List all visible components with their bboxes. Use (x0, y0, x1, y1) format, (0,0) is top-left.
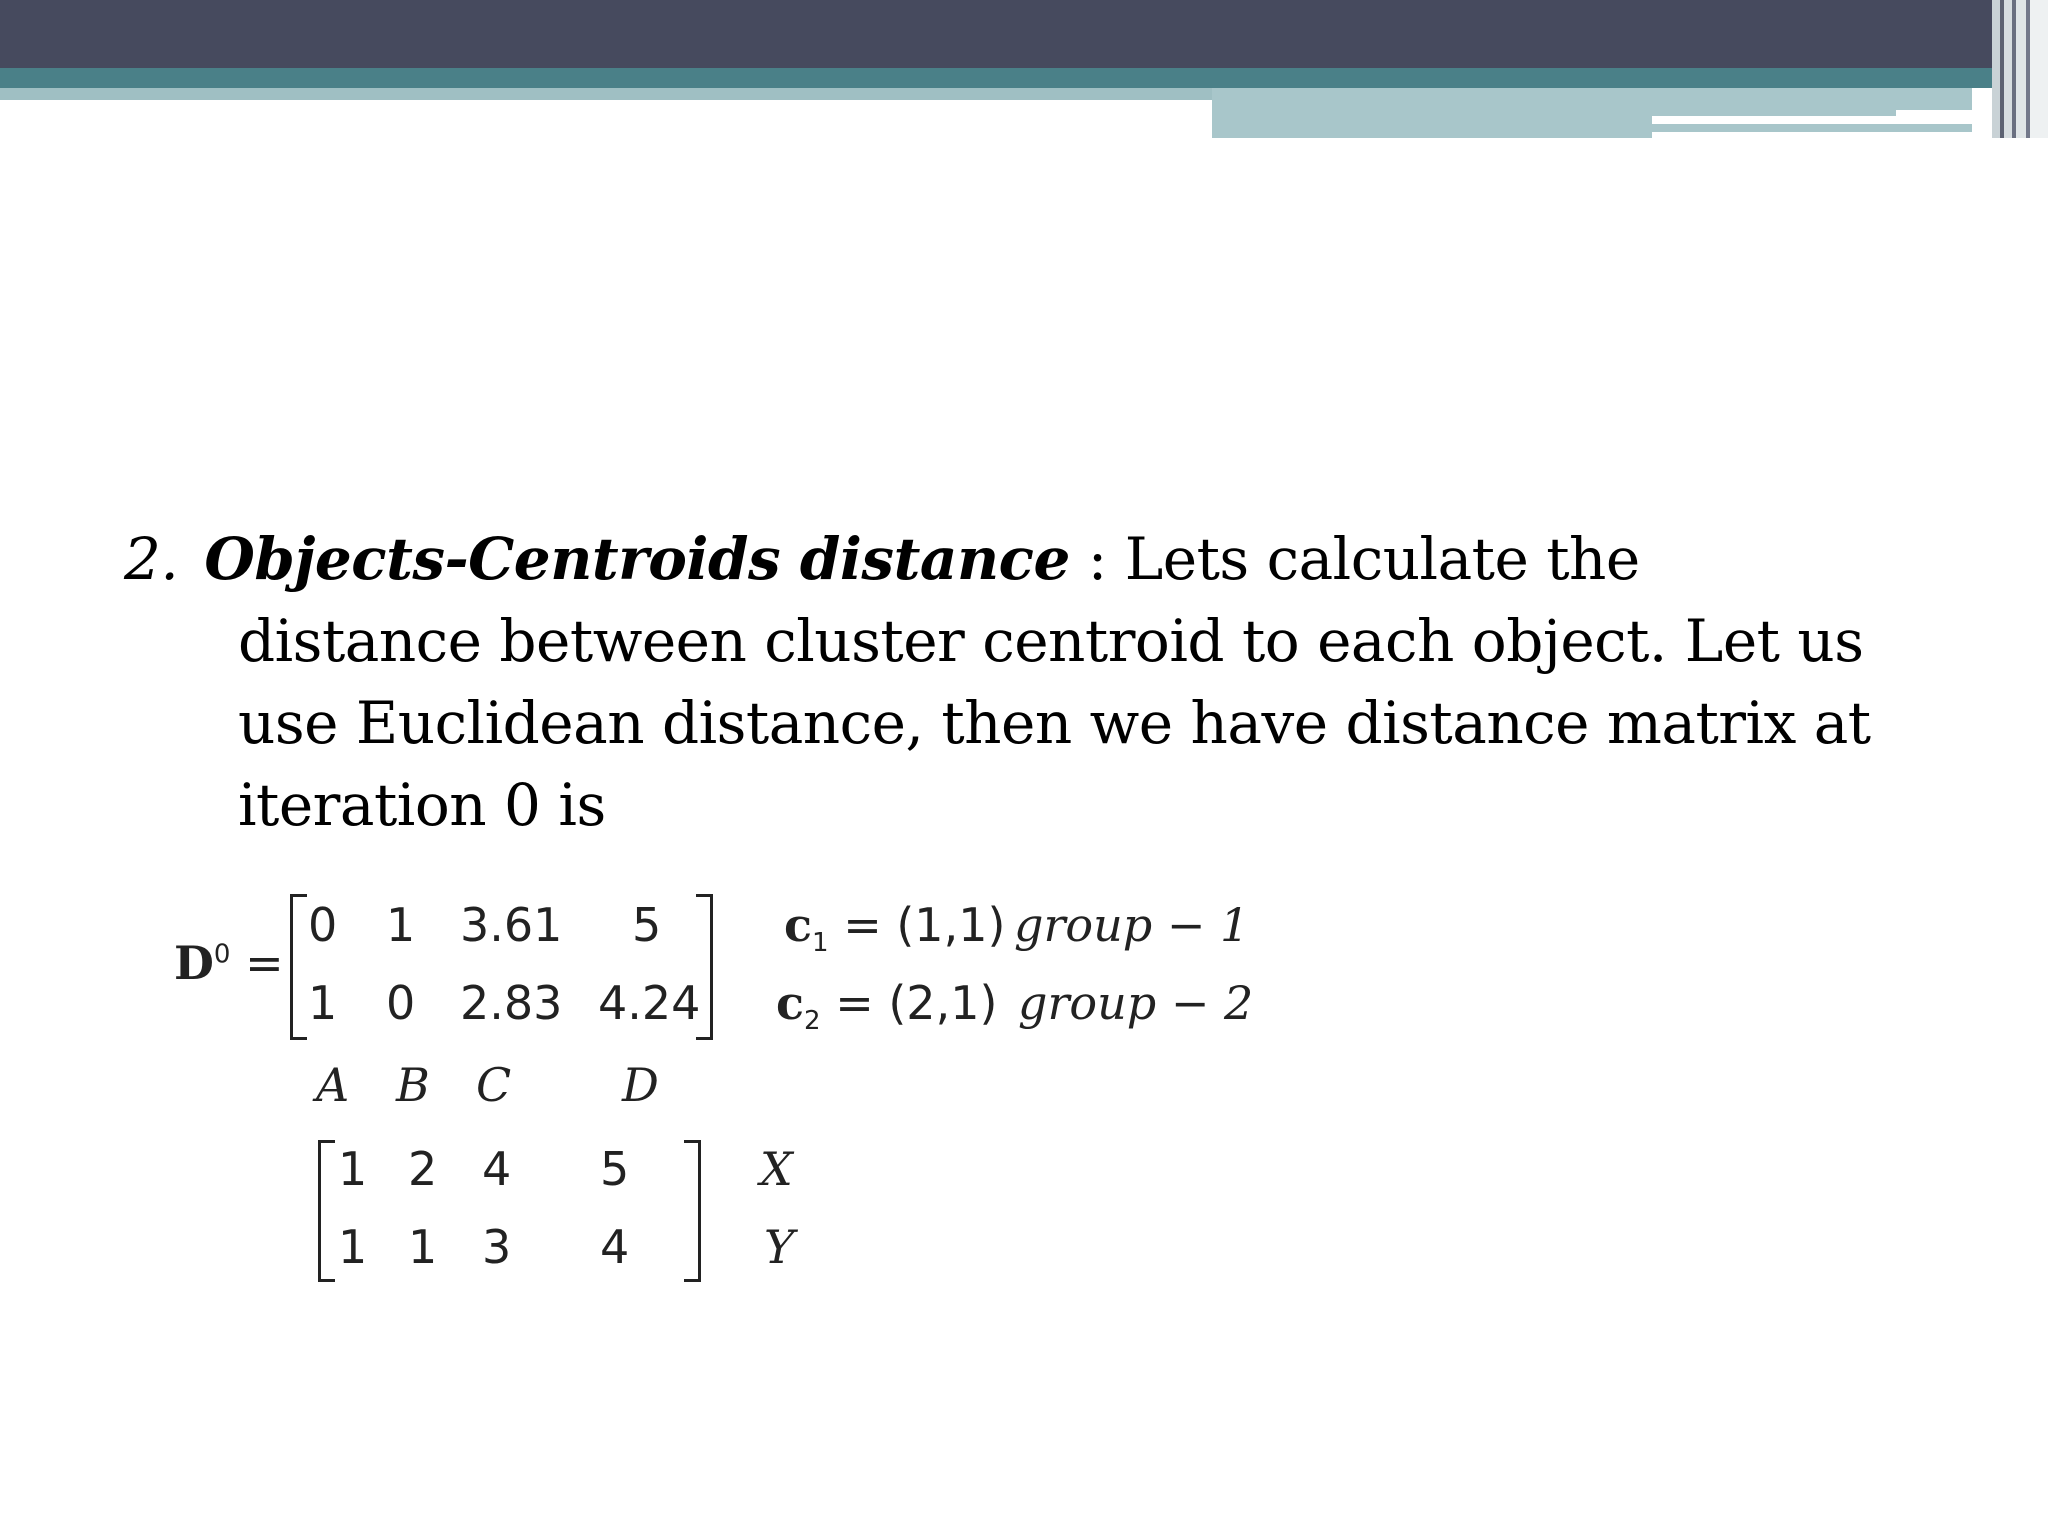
row-label-y: Y (764, 1220, 795, 1274)
matrix-cell: 0 (308, 898, 338, 952)
header-light-band-tail (1652, 124, 1972, 132)
row-label-x: X (760, 1142, 793, 1196)
header-dark-band (0, 0, 2048, 68)
item-heading: Objects-Centroids distance (204, 525, 1070, 593)
matrix-cell: 0 (386, 976, 416, 1030)
matrix-cell: 1 (308, 976, 338, 1030)
coordinate-matrix-left-bracket (318, 1140, 335, 1282)
column-label: A (316, 1058, 350, 1112)
matrix-cell: 2.83 (460, 976, 563, 1030)
coordinate-cell: 1 (338, 1220, 368, 1274)
body-line-3: use Euclidean distance, then we have distance matrix at (238, 689, 1871, 757)
header-light-band-lower (1212, 116, 1652, 138)
coordinate-cell: 4 (482, 1142, 512, 1196)
matrix-cell: 5 (632, 898, 662, 952)
coordinate-cell: 1 (408, 1220, 438, 1274)
distance-matrix-symbol: $D^0$ = (174, 936, 284, 990)
centroid-1-group: group − 1 (1014, 898, 1250, 952)
item-number: 2. (124, 525, 179, 593)
coordinate-cell: 4 (600, 1220, 630, 1274)
distance-matrix-right-bracket (696, 894, 713, 1040)
body-line-2: distance between cluster centroid to each object. Let us (238, 607, 1864, 675)
body-line-1 (124, 518, 1944, 600)
body-line-1-rest: : Lets calculate the (1069, 525, 1640, 593)
distance-matrix-left-bracket (290, 894, 307, 1040)
body-line-4: iteration 0 is (238, 771, 606, 839)
column-label: B (396, 1058, 430, 1112)
centroid-2-group: group − 2 (1018, 976, 1254, 1030)
header-light-band-right (1212, 88, 1972, 110)
matrix-cell: 4.24 (598, 976, 701, 1030)
matrix-cell: 3.61 (460, 898, 563, 952)
column-label: C (476, 1058, 512, 1112)
coordinate-cell: 2 (408, 1142, 438, 1196)
header-edge-stripes (1992, 0, 2048, 138)
coordinate-cell: 1 (338, 1142, 368, 1196)
centroid-1: $c_1 = (1,1)$ (784, 898, 1006, 959)
coordinate-cell: 3 (482, 1220, 512, 1274)
column-label: D (622, 1058, 659, 1112)
slide-body-text (124, 518, 1944, 846)
coordinate-matrix-right-bracket (684, 1140, 701, 1282)
centroid-2: $c_2 = (2,1)$ (776, 976, 998, 1037)
matrix-cell: 1 (386, 898, 416, 952)
header-light-band (0, 88, 1212, 100)
coordinate-cell: 5 (600, 1142, 630, 1196)
header-teal-band (0, 68, 2048, 88)
